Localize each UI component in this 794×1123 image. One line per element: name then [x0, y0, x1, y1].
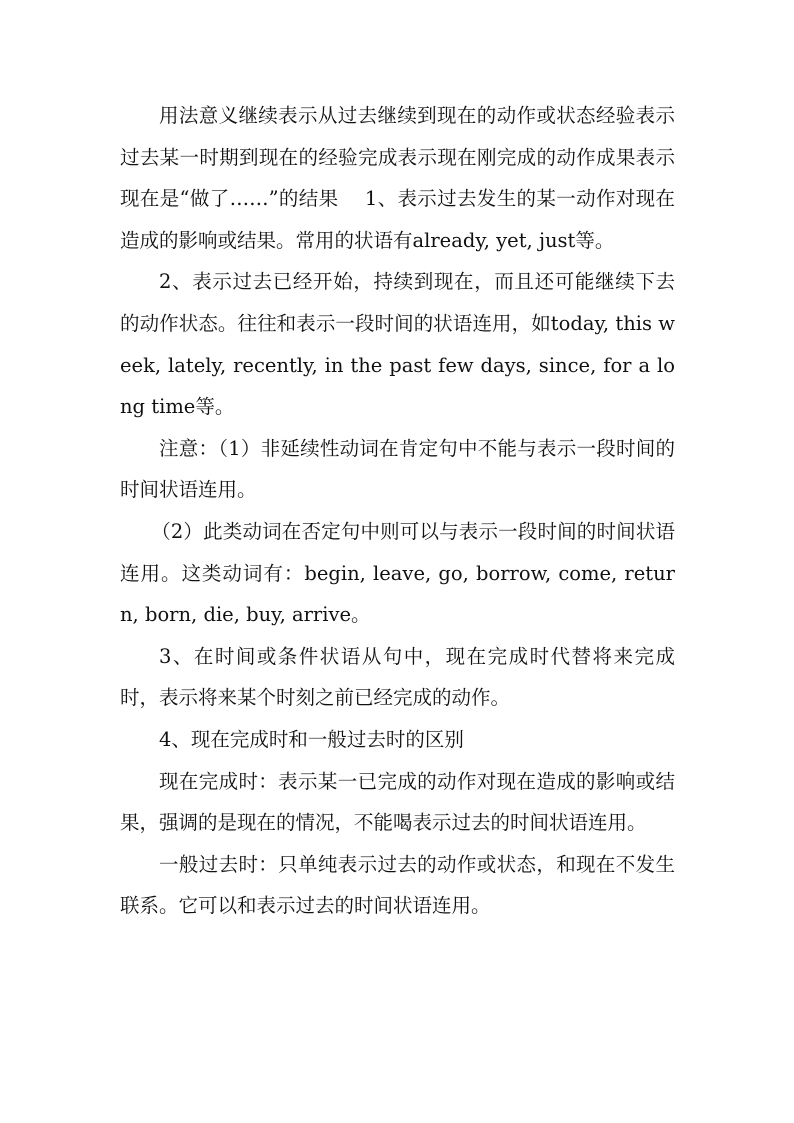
paragraph-point-3: 3、在时间或条件状语从句中，现在完成时代替将来完成时，表示将来某个时刻之前已经完成的动作。	[120, 644, 675, 710]
paragraph-note-2: （2）此类动词在否定句中则可以与表示一段时间的时间状语连用。这类动词有：begin, leave, go, borrow, come, return, born, die, buy, arrive。	[120, 519, 675, 627]
paragraph-present-perfect: 现在完成时：表示某一已完成的动作对现在造成的影响或结果，强调的是现在的情况，不能喝表示过去的时间状语连用。	[120, 769, 675, 835]
document-body	[120, 95, 675, 927]
paragraph-point-2: 2、表示过去已经开始，持续到现在，而且还可能继续下去的动作状态。往往和表示一段时间的状语连用，如today, this week, lately, recently, in the past few days, since, for a long time等。	[120, 270, 675, 419]
paragraph-point-4-heading: 4、现在完成时和一般过去时的区别	[159, 727, 464, 751]
paragraph-simple-past: 一般过去时：只单纯表示过去的动作或状态，和现在不发生联系。它可以和表示过去的时间状语连用。	[120, 852, 675, 918]
paragraph-note-1: 注意：（1）非延续性动词在肯定句中不能与表示一段时间的时间状语连用。	[120, 436, 675, 502]
paragraph-usage-overview: 用法意义继续表示从过去继续到现在的动作或状态经验表示过去某一时期到现在的经验完成表示现在刚完成的动作成果表示现在是“做了……”的结果 1、表示过去发生的某一动作对现在造成的影响或结果。常用的状语有already, yet, just等。	[120, 104, 675, 252]
